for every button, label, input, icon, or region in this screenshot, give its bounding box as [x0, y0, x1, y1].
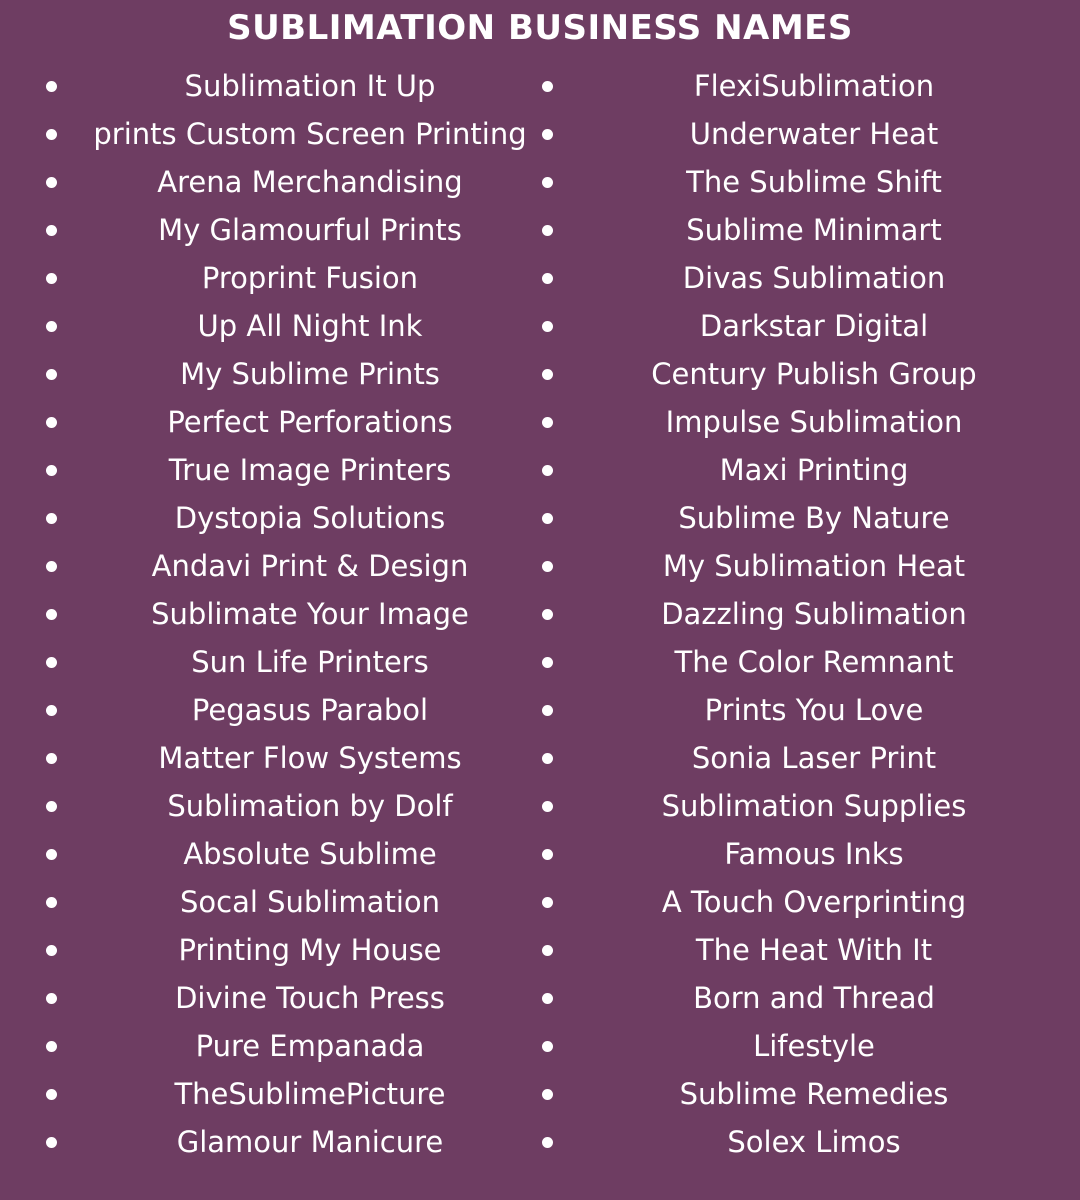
business-name: Absolute Sublime [183, 837, 437, 871]
list-item [40, 782, 550, 830]
business-name: Sublimation by Dolf [167, 789, 453, 823]
business-name: Dazzling Sublimation [661, 597, 967, 631]
bullet-icon [46, 561, 57, 572]
bullet-icon [46, 129, 57, 140]
business-name: Andavi Print & Design [151, 549, 469, 583]
list-item [536, 782, 1056, 830]
list-item [536, 398, 1056, 446]
bullet-icon [542, 1041, 553, 1052]
business-name: My Glamourful Prints [158, 213, 462, 247]
business-name: Sublimate Your Image [151, 597, 469, 631]
business-name: Impulse Sublimation [665, 405, 963, 439]
bullet-icon [542, 513, 553, 524]
bullet-icon [542, 609, 553, 620]
business-name: Century Publish Group [651, 357, 977, 391]
business-name: True Image Printers [168, 453, 452, 487]
bullet-icon [46, 657, 57, 668]
list-item [40, 158, 550, 206]
bullet-icon [542, 657, 553, 668]
business-name: Pure Empanada [195, 1029, 425, 1063]
business-name: Glamour Manicure [176, 1125, 444, 1159]
business-name: Matter Flow Systems [158, 741, 462, 775]
business-name: Proprint Fusion [201, 261, 419, 295]
bullet-icon [46, 465, 57, 476]
bullet-icon [542, 753, 553, 764]
list-item [536, 638, 1056, 686]
list-item [40, 446, 550, 494]
business-name: Arena Merchandising [157, 165, 463, 199]
bullet-icon [46, 417, 57, 428]
business-name: Underwater Heat [689, 117, 939, 151]
list-item [40, 254, 550, 302]
bullet-icon [46, 1089, 57, 1100]
business-name: Divine Touch Press [175, 981, 445, 1015]
business-name: A Touch Overprinting [661, 885, 967, 919]
bullet-icon [542, 225, 553, 236]
list-item [536, 686, 1056, 734]
list-item [536, 830, 1056, 878]
list-item [536, 350, 1056, 398]
business-name: Born and Thread [693, 981, 935, 1015]
list-item [536, 926, 1056, 974]
list-item [536, 62, 1056, 110]
business-name: Famous Inks [724, 837, 904, 871]
business-name: FlexiSublimation [693, 69, 935, 103]
list-item [536, 494, 1056, 542]
list-item [536, 110, 1056, 158]
page-title: SUBLIMATION BUSINESS NAMES [227, 8, 853, 48]
bullet-icon [46, 369, 57, 380]
list-item [40, 110, 550, 158]
bullet-icon [542, 705, 553, 716]
bullet-icon [542, 945, 553, 956]
bullet-icon [46, 753, 57, 764]
business-name: Sublimation It Up [184, 69, 436, 103]
bullet-icon [46, 81, 57, 92]
list-item [536, 1070, 1056, 1118]
business-name: My Sublimation Heat [662, 549, 966, 583]
bullet-icon [46, 993, 57, 1004]
business-name: Dystopia Solutions [174, 501, 446, 535]
right-name-list [536, 62, 1056, 1166]
list-item [536, 254, 1056, 302]
bullet-icon [542, 561, 553, 572]
bullet-icon [46, 225, 57, 236]
bullet-icon [46, 513, 57, 524]
business-name: Sublime By Nature [678, 501, 950, 535]
business-name: My Sublime Prints [180, 357, 440, 391]
business-name: The Sublime Shift [686, 165, 942, 199]
list-item [40, 926, 550, 974]
business-name: Perfect Perforations [167, 405, 453, 439]
list-item [536, 1022, 1056, 1070]
list-item [40, 686, 550, 734]
bullet-icon [542, 993, 553, 1004]
bullet-icon [542, 417, 553, 428]
list-item [40, 1070, 550, 1118]
bullet-icon [46, 1137, 57, 1148]
list-item [536, 158, 1056, 206]
list-item [40, 974, 550, 1022]
list-item [40, 206, 550, 254]
list-item [40, 638, 550, 686]
list-item [40, 350, 550, 398]
list-item [40, 1118, 550, 1166]
list-item [536, 878, 1056, 926]
business-name: Darkstar Digital [699, 309, 929, 343]
list-item [536, 542, 1056, 590]
business-name: Socal Sublimation [179, 885, 441, 919]
bullet-icon [542, 81, 553, 92]
bullet-icon [542, 369, 553, 380]
business-name: Sublimation Supplies [661, 789, 967, 823]
list-item [40, 542, 550, 590]
list-item [40, 398, 550, 446]
business-name: prints Custom Screen Printing [93, 117, 527, 151]
bullet-icon [46, 609, 57, 620]
bullet-icon [46, 897, 57, 908]
bullet-icon [542, 897, 553, 908]
bullet-icon [46, 273, 57, 284]
list-item [40, 302, 550, 350]
list-item [40, 62, 550, 110]
bullet-icon [46, 801, 57, 812]
bullet-icon [46, 177, 57, 188]
bullet-icon [542, 465, 553, 476]
bullet-icon [542, 273, 553, 284]
bullet-icon [542, 129, 553, 140]
business-name: Lifestyle [753, 1029, 875, 1063]
list-item [40, 590, 550, 638]
business-name: Printing My House [178, 933, 442, 967]
business-name: Sonia Laser Print [691, 741, 937, 775]
bullet-icon [542, 801, 553, 812]
business-name: Sublime Minimart [686, 213, 942, 247]
list-item [536, 590, 1056, 638]
bullet-icon [542, 321, 553, 332]
business-name: Solex Limos [727, 1125, 901, 1159]
business-name: Up All Night Ink [197, 309, 423, 343]
business-name: Prints You Love [704, 693, 924, 727]
left-name-list [40, 62, 550, 1166]
business-name: Divas Sublimation [682, 261, 946, 295]
list-item [40, 878, 550, 926]
list-item [536, 302, 1056, 350]
list-item [40, 494, 550, 542]
bullet-icon [46, 849, 57, 860]
list-item [536, 734, 1056, 782]
business-name: Pegasus Parabol [191, 693, 429, 727]
business-name: The Heat With It [695, 933, 933, 967]
list-item [536, 974, 1056, 1022]
bullet-icon [46, 321, 57, 332]
bullet-icon [46, 705, 57, 716]
list-item [40, 734, 550, 782]
bullet-icon [542, 1089, 553, 1100]
bullet-icon [542, 177, 553, 188]
business-name: The Color Remnant [674, 645, 954, 679]
business-name: Maxi Printing [719, 453, 909, 487]
business-name: Sun Life Printers [191, 645, 429, 679]
bullet-icon [542, 1137, 553, 1148]
bullet-icon [542, 849, 553, 860]
list-item [536, 446, 1056, 494]
business-name: TheSublimePicture [174, 1077, 446, 1111]
bullet-icon [46, 945, 57, 956]
list-item [40, 1022, 550, 1070]
list-item [536, 206, 1056, 254]
list-item [536, 1118, 1056, 1166]
business-name: Sublime Remedies [679, 1077, 949, 1111]
bullet-icon [46, 1041, 57, 1052]
list-item [40, 830, 550, 878]
